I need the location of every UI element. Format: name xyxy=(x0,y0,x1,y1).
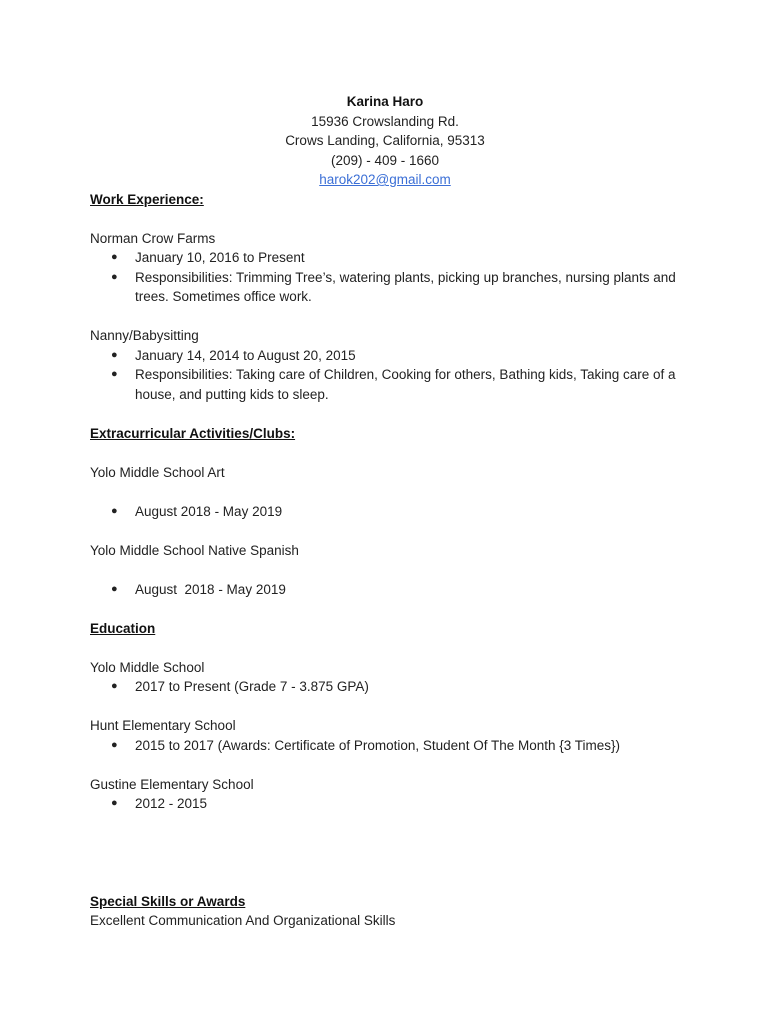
school-title: Hunt Elementary School xyxy=(90,718,236,733)
resume-page xyxy=(90,92,680,931)
bullet-icon: ● xyxy=(111,738,118,751)
skills-text: Excellent Communication And Organizational Skills xyxy=(90,913,396,928)
bullet-icon: ● xyxy=(111,270,118,283)
job-title: Nanny/Babysitting xyxy=(90,328,199,343)
school-bullets xyxy=(90,736,680,756)
activity-bullets xyxy=(90,502,680,522)
street-address: 15936 Crowslanding Rd. xyxy=(311,113,459,129)
work-experience-heading: Work Experience: xyxy=(90,191,204,207)
bullet-icon: ● xyxy=(111,504,118,517)
activity-title: Yolo Middle School Native Spanish xyxy=(90,542,299,558)
bullet-icon: ● xyxy=(111,680,118,692)
list-item: ● 2017 to Present (Grade 7 - 3.875 GPA) xyxy=(90,677,680,697)
email-row xyxy=(90,170,680,190)
school-title: Gustine Elementary School xyxy=(90,776,254,792)
applicant-name: Karina Haro xyxy=(346,94,424,109)
list-item: ● August 2018 - May 2019 xyxy=(90,580,680,600)
bullet-icon: ● xyxy=(111,797,118,809)
job-bullets xyxy=(90,248,680,307)
list-item: ● 2012 - 2015 xyxy=(90,794,680,814)
bullet-icon: ● xyxy=(111,368,118,380)
skills-heading: Special Skills or Awards xyxy=(90,893,246,909)
school-title: Yolo Middle School xyxy=(90,659,205,675)
bullet-icon: ● xyxy=(111,348,118,361)
city-state-zip: Crows Landing, California, 95313 xyxy=(285,133,485,148)
email-link[interactable]: harok202@gmail.com xyxy=(319,172,451,187)
list-item: ● Responsibilities: Taking care of Children, Cooking for others, Bathing kids, Taking care of a house, and putting kids to sleep. xyxy=(111,367,676,402)
activities-heading: Extracurricular Activities/Clubs: xyxy=(90,425,296,441)
education-heading: Education xyxy=(90,620,156,636)
list-item: ● 2015 to 2017 (Awards: Certificate of Promotion, Student Of The Month {3 Times}) xyxy=(90,736,680,756)
phone-number: (209) - 409 - 1660 xyxy=(330,152,440,168)
list-item: ● January 10, 2016 to Present xyxy=(90,248,680,268)
activity-title: Yolo Middle School Art xyxy=(90,464,225,480)
list-item: ● January 14, 2014 to August 20, 2015 xyxy=(90,346,680,366)
school-bullets xyxy=(90,794,680,814)
bullet-icon: ● xyxy=(111,582,118,595)
school-bullets xyxy=(90,677,680,697)
activity-bullets xyxy=(90,580,680,600)
list-item: ● Responsibilities: Trimming Tree’s, watering plants, picking up branches, nursing plants and trees. Sometimes office work. xyxy=(111,269,676,304)
list-item: ● August 2018 - May 2019 xyxy=(90,502,680,522)
bullet-icon: ● xyxy=(111,251,118,263)
job-title: Norman Crow Farms xyxy=(90,230,216,246)
job-bullets xyxy=(90,346,680,405)
